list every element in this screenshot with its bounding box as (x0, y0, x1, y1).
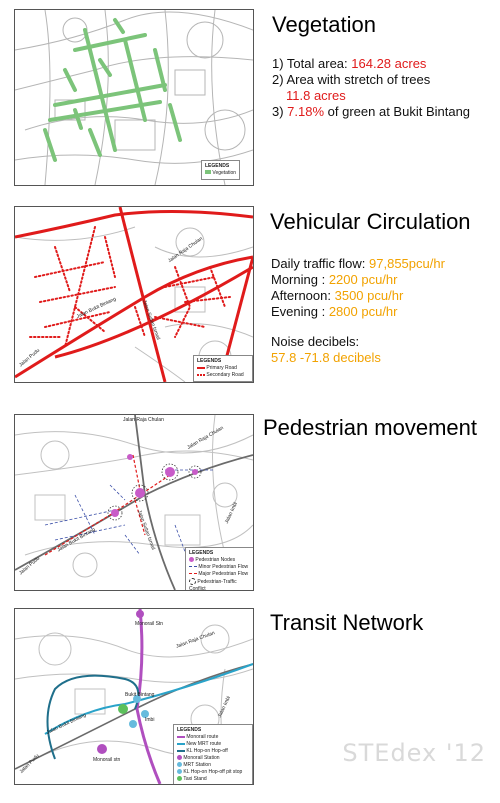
legend-title: LEGENDS (177, 727, 202, 733)
monorail-station-swatch (177, 755, 182, 760)
legend-item-primary-road: Primary Road (206, 365, 237, 371)
vehicular-legend (193, 355, 253, 382)
vehicular-title: Vehicular Circulation (270, 209, 471, 234)
legend-item-hop-stop: KL Hop-on Hop-off pit stop (183, 769, 243, 775)
conflict-swatch (189, 578, 196, 585)
vehicular-facts (271, 256, 486, 366)
vegetation-facts (272, 56, 482, 120)
legend-item-mrt-station: MRT Station (183, 762, 211, 768)
station-label-bukit-bintang: Bukit Bintang (125, 692, 155, 698)
legend-item-minor-flow: Minor Pedestrian Flow (198, 564, 249, 570)
fact-label: Morning : (271, 272, 329, 287)
vegetation-title: Vegetation (272, 12, 376, 37)
fact-label: Evening : (271, 304, 329, 319)
road-label-bukit-bintang: Jalan Bukit Bintang (45, 712, 88, 736)
station-label-bottom: Monorail stn (93, 757, 121, 763)
road-label-imbi: Jalan Imbi (223, 501, 239, 525)
transit-legend (173, 724, 253, 785)
node-swatch (189, 557, 194, 562)
fact-value: 11.8 acres (286, 88, 346, 103)
traffic-morning (271, 272, 486, 288)
station-label-imbi: Imbi (145, 717, 155, 723)
traffic-daily (271, 256, 486, 272)
fact-label: Afternoon: (271, 288, 335, 303)
pedestrian-legend (185, 547, 254, 591)
legend-item-hop: KL Hop-on Hop-off (186, 748, 228, 754)
fact-label: 2) Area with stretch of trees (272, 72, 431, 87)
legend-item-taxi: Taxi Stand (183, 776, 207, 782)
fact-label: 1) Total area: (272, 56, 352, 71)
road-label-raja-chulan: Jalan Raja Chulan (175, 630, 216, 650)
road-label-raja-chulan: Jalan Raja Chulan (166, 235, 204, 265)
legend-item-monorail: Monorail route (186, 734, 219, 740)
road-label-raja-chulan-2: Jalan Raja Chulan (186, 425, 225, 451)
pedestrian-title: Pedestrian movement (263, 415, 477, 440)
taxi-swatch (177, 776, 182, 781)
pedestrian-map (14, 414, 254, 591)
traffic-evening (271, 304, 486, 320)
vegetation-fact-2-value (272, 88, 482, 104)
road-label-pudu: Jalan Pudu (18, 753, 41, 775)
road-label-pudu: Jalan Pudu (17, 347, 42, 369)
hop-stop-swatch (177, 769, 182, 774)
legend-item-monorail-station: Monorail Station (183, 755, 220, 761)
legend-title: LEGENDS (189, 550, 214, 556)
vegetation-swatch (205, 170, 211, 174)
road-label-pudu: Jalan Pudu (17, 555, 42, 577)
noise-value: 57.8 -71.8 decibels (271, 350, 381, 365)
legend-item-major-flow: Major Pedestrian Flow (198, 571, 249, 577)
fact-value: 7.18% (287, 104, 325, 119)
vegetation-fact-1 (272, 56, 482, 72)
legend-title: LEGENDS (197, 358, 222, 364)
transit-title: Transit Network (270, 610, 424, 635)
fact-suffix: of green at Bukit Bintang (324, 104, 471, 119)
road-label-bukit-bintang: Jalan Bukit Bintang (56, 526, 97, 554)
fact-value: 3500 pcu/hr (334, 288, 404, 303)
hop-swatch (177, 750, 185, 752)
fact-value: 2800 pcu/hr (328, 304, 398, 319)
legend-title: LEGENDS (205, 163, 230, 169)
vegetation-fact-3 (272, 104, 482, 120)
vehicular-map (14, 206, 254, 383)
stedex-watermark: STEdex '12 (342, 739, 486, 767)
monorail-swatch (177, 736, 185, 738)
fact-value: 2200 pcu/hr (328, 272, 398, 287)
road-label-raja-chulan-1: Jalan Raja Chulan (123, 417, 164, 423)
road-label-imbi: Jalan Imbi (216, 695, 232, 719)
primary-road-swatch (197, 367, 205, 369)
secondary-road-swatch (197, 374, 205, 376)
fact-value: 97,855pcu/hr (369, 256, 445, 271)
legend-item-conflict: Pedestrian-Traffic Conflict (189, 578, 237, 591)
legend-item-nodes: Pedestrian Nodes (195, 557, 236, 563)
legend-item-mrt: New MRT route (186, 741, 222, 747)
road-label-sultan-ismail: Jalan Sultan Ismail (135, 509, 156, 551)
vegetation-legend (201, 160, 240, 180)
vegetation-map (14, 9, 254, 186)
minor-flow-swatch (189, 566, 197, 567)
road-label-sultan-ismail: Jalan Sultan Ismail (140, 299, 161, 341)
mrt-swatch (177, 743, 185, 745)
legend-item-secondary-road: Secondary Road (206, 372, 244, 378)
station-label-top: Monorail Stn (135, 621, 164, 627)
transit-map (14, 608, 254, 785)
traffic-afternoon (271, 288, 486, 304)
noise-label: Noise decibels: (271, 334, 360, 349)
road-label-bukit-bintang: Jalan Bukit Bintang (75, 296, 118, 320)
major-flow-swatch (189, 573, 197, 574)
vegetation-map-drawing (15, 10, 253, 185)
fact-label: 3) (272, 104, 288, 119)
fact-label: Daily traffic flow: (271, 256, 370, 271)
vegetation-fact-2 (272, 72, 482, 88)
mrt-station-swatch (177, 762, 182, 767)
legend-item-vegetation: Vegetation (212, 170, 237, 176)
fact-value: 164.28 acres (351, 56, 427, 71)
